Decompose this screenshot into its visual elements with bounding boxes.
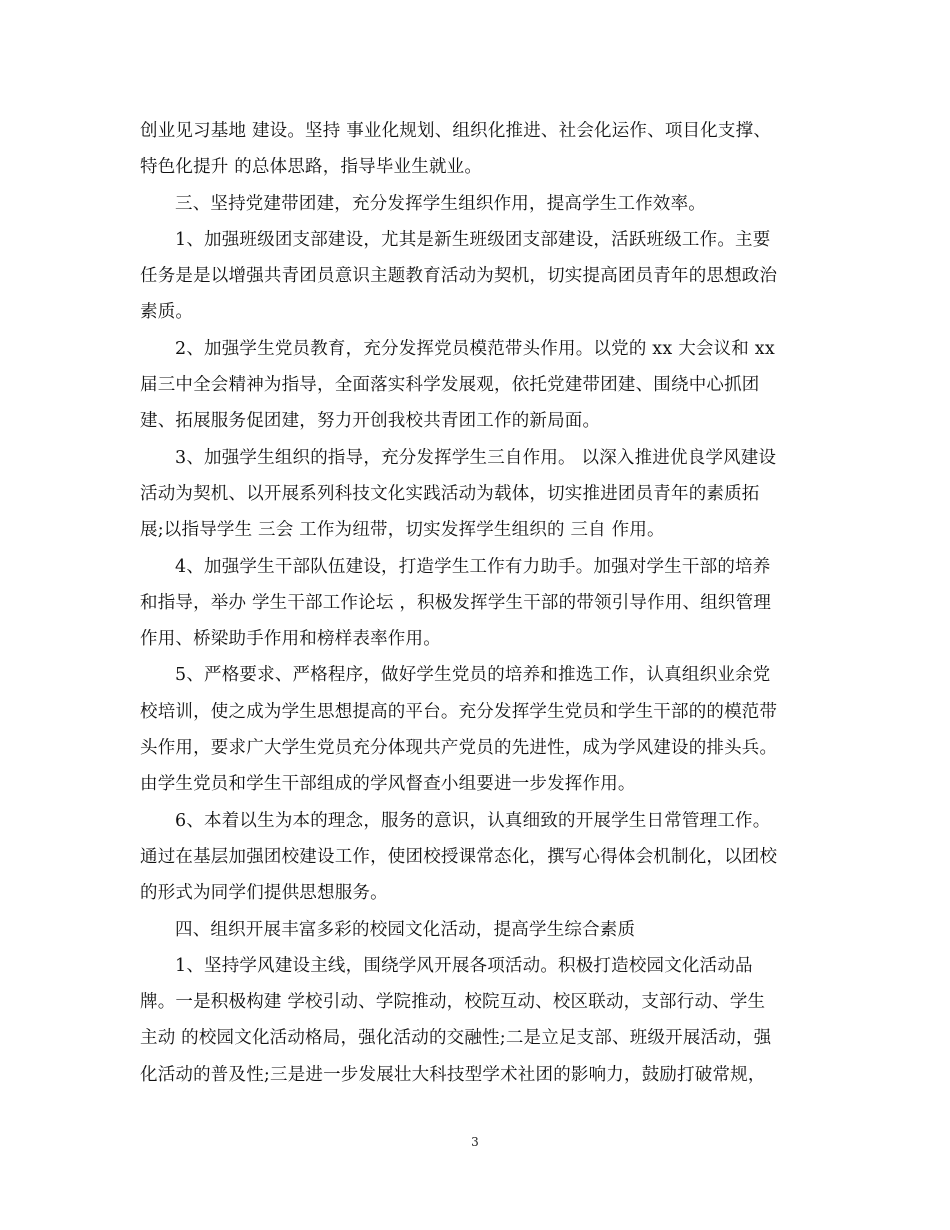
text-line: 3、加强学生组织的指导，充分发挥学生三自作用。 以深入推进优良学风建设 [175, 447, 777, 468]
text-line: 校培训，使之成为学生思想提高的平台。充分发挥学生党员和学生干部的的模范带 [140, 701, 778, 722]
text-line: 化活动的普及性;三是进一步发展壮大科技型学术社团的影响力，鼓励打破常规， [140, 1064, 766, 1085]
text-line: 届三中全会精神为指导，全面落实科学发展观，依托党建带团建、围绕中心抓团 [140, 375, 760, 396]
text-line: 由学生党员和学生干部组成的学风督查小组要进一步发挥作用。 [140, 774, 636, 795]
text-line: 任务是是以增强共青团员意识主题教育活动为契机，切实提高团员青年的思想政治 [140, 266, 778, 287]
text-line: 作用、桥梁助手作用和榜样表率作用。 [140, 629, 441, 650]
page-number: 3 [471, 1135, 479, 1149]
text-line: 特色化提升 的总体思路，指导毕业生就业。 [140, 157, 483, 178]
text-line: 活动为契机、以开展系列科技文化实践活动为载体，切实推进团员青年的素质拓 [140, 483, 760, 504]
text-line: 1、坚持学风建设主线，围绕学风开展各项活动。积极打造校园文化活动品 [175, 955, 753, 976]
text-line: 的形式为同学们提供思想服务。 [140, 883, 388, 904]
text-line: 和指导，举办 学生干部工作论坛 ，积极发挥学生干部的带领引导作用、组织管理 [140, 592, 772, 613]
text-line: 素质。 [140, 302, 194, 323]
text-line: 头作用，要求广大学生党员充分体现共产党员的先进性，成为学风建设的排头兵。 [140, 738, 778, 759]
text-line: 建、拓展服务促团建，努力开创我校共青团工作的新局面。 [140, 411, 601, 432]
text-line: 6、本着以生为本的理念，服务的意识，认真细致的开展学生日常管理工作。 [175, 810, 771, 831]
text-line: 三、坚持党建带团建，充分发挥学生组织作用，提高学生工作效率。 [175, 193, 706, 214]
text-line: 1、加强班级团支部建设，尤其是新生班级团支部建设，活跃班级工作。主要 [175, 229, 771, 250]
text-line: 四、组织开展丰富多彩的校园文化活动，提高学生综合素质 [175, 919, 636, 940]
text-line: 2、加强学生党员教育，充分发挥党员模范带头作用。以党的 xx 大会议和 xx [175, 338, 775, 359]
text-line: 4、加强学生干部队伍建设，打造学生工作有力助手。加强对学生干部的培养 [175, 556, 771, 577]
text-line: 5、严格要求、严格程序，做好学生党员的培养和推选工作，认真组织业余党 [175, 665, 771, 686]
text-line: 创业见习基地 建设。坚持 事业化规划、组织化推进、社会化运作、项目化支撑、 [140, 121, 772, 141]
body-text [140, 113, 820, 1093]
text-line: 牌。一是积极构建 学校引动、学院推动，校院互动、校区联动，支部行动、学生 [140, 992, 766, 1013]
text-line: 通过在基层加强团校建设工作，使团校授课常态化，撰写心得体会机制化，以团校 [140, 846, 778, 867]
text-line: 展;以指导学生 三会 工作为纽带，切实发挥学生组织的 三自 作用。 [140, 520, 665, 541]
text-line: 主动 的校园文化活动格局，强化活动的交融性;二是立足支部、班级开展活动，强 [140, 1028, 772, 1049]
